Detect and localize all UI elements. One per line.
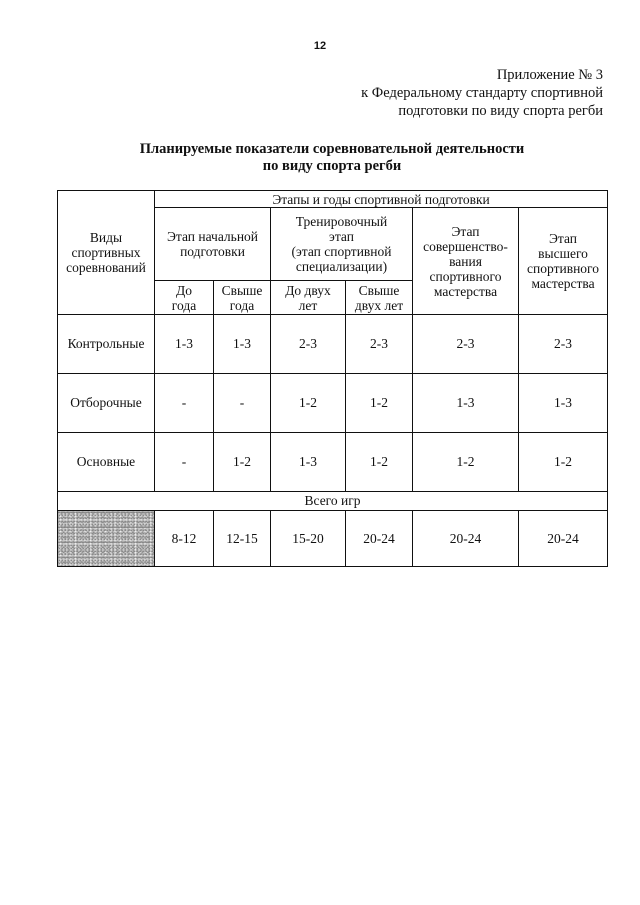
table-row bbox=[58, 314, 608, 373]
header-line: Свыше bbox=[221, 282, 263, 298]
row-label: Основные bbox=[58, 432, 155, 491]
header-line: (этап спортивной bbox=[291, 244, 392, 260]
table-cell: 1-3 bbox=[155, 314, 214, 373]
header-line: подготовки bbox=[180, 244, 245, 260]
total-games-row bbox=[58, 511, 608, 567]
table-cell: 12-15 bbox=[214, 511, 271, 567]
table-cell: 1-3 bbox=[271, 432, 346, 491]
header-line: специализации) bbox=[295, 259, 388, 275]
header-line: спортивного bbox=[527, 261, 600, 277]
table-row bbox=[58, 432, 608, 491]
training-up-to-two-years-header bbox=[271, 281, 346, 315]
header-line: высшего bbox=[538, 246, 588, 262]
table-cell: 2-3 bbox=[346, 314, 413, 373]
appendix-line: подготовки по виду спорта регби bbox=[398, 103, 603, 119]
table-cell: 1-3 bbox=[413, 373, 519, 432]
header-line: Свыше bbox=[358, 282, 400, 298]
table-cell: 1-3 bbox=[519, 373, 608, 432]
table-cell: - bbox=[155, 373, 214, 432]
row-label: Отборочные bbox=[58, 373, 155, 432]
initial-stage-header bbox=[155, 208, 271, 281]
competition-indicators-table bbox=[57, 190, 608, 567]
document-title bbox=[0, 141, 640, 175]
table-cell: 2-3 bbox=[271, 314, 346, 373]
header-line: До двух bbox=[285, 282, 331, 298]
table-cell: 20-24 bbox=[519, 511, 608, 567]
header-line: двух лет bbox=[354, 297, 404, 313]
table-cell: 1-2 bbox=[214, 432, 271, 491]
training-over-two-years-header bbox=[346, 281, 413, 315]
table-cell: 1-2 bbox=[519, 432, 608, 491]
header-line: года bbox=[229, 297, 255, 313]
table-cell: 2-3 bbox=[519, 314, 608, 373]
table-cell: 20-24 bbox=[413, 511, 519, 567]
header-line: Этап bbox=[451, 223, 480, 239]
table-cell: 8-12 bbox=[155, 511, 214, 567]
highest-stage-header bbox=[519, 208, 608, 315]
table-cell: 1-2 bbox=[346, 373, 413, 432]
competition-types-header bbox=[58, 191, 155, 315]
table-cell: 1-3 bbox=[214, 314, 271, 373]
header-line: соревнований bbox=[66, 259, 146, 275]
total-games-label: Всего игр bbox=[58, 491, 608, 510]
header-line: этап bbox=[329, 229, 354, 245]
header-line: совершенство- bbox=[423, 238, 508, 254]
shaded-cell bbox=[58, 511, 155, 567]
page-number: 12 bbox=[313, 40, 327, 52]
table-cell: 20-24 bbox=[346, 511, 413, 567]
header-line: Этап начальной bbox=[166, 229, 259, 245]
header-line: Виды bbox=[89, 229, 123, 245]
header-line: мастерства bbox=[433, 283, 498, 299]
table-cell: 1-2 bbox=[346, 432, 413, 491]
table-cell: - bbox=[155, 432, 214, 491]
header-line: спортивных bbox=[71, 244, 141, 260]
table-cell: 1-2 bbox=[271, 373, 346, 432]
improvement-stage-header bbox=[413, 208, 519, 315]
table-cell: - bbox=[214, 373, 271, 432]
header-line: спортивного bbox=[429, 268, 502, 284]
table-cell: 15-20 bbox=[271, 511, 346, 567]
header-line: года bbox=[171, 297, 197, 313]
header-line: лет bbox=[298, 297, 318, 313]
training-stage-header bbox=[271, 208, 413, 281]
initial-over-year-header bbox=[214, 281, 271, 315]
header-line: Тренировочный bbox=[295, 214, 388, 230]
appendix-line: Приложение № 3 bbox=[496, 67, 603, 83]
header-line: мастерства bbox=[531, 276, 595, 292]
document-title-line: по виду спорта регби bbox=[262, 158, 402, 174]
header-line: вания bbox=[449, 253, 482, 269]
row-label: Контрольные bbox=[58, 314, 155, 373]
appendix-note bbox=[361, 66, 603, 120]
initial-up-to-year-header bbox=[155, 281, 214, 315]
table-row bbox=[58, 373, 608, 432]
appendix-line: к Федеральному стандарту спортивной bbox=[361, 85, 603, 101]
header-line: До bbox=[176, 282, 192, 298]
document-title-line: Планируемые показатели соревновательной деятельности bbox=[139, 141, 525, 157]
table-cell: 2-3 bbox=[413, 314, 519, 373]
table-cell: 1-2 bbox=[413, 432, 519, 491]
header-line: Этап bbox=[549, 231, 578, 247]
stages-header: Этапы и годы спортивной подготовки bbox=[155, 191, 608, 208]
